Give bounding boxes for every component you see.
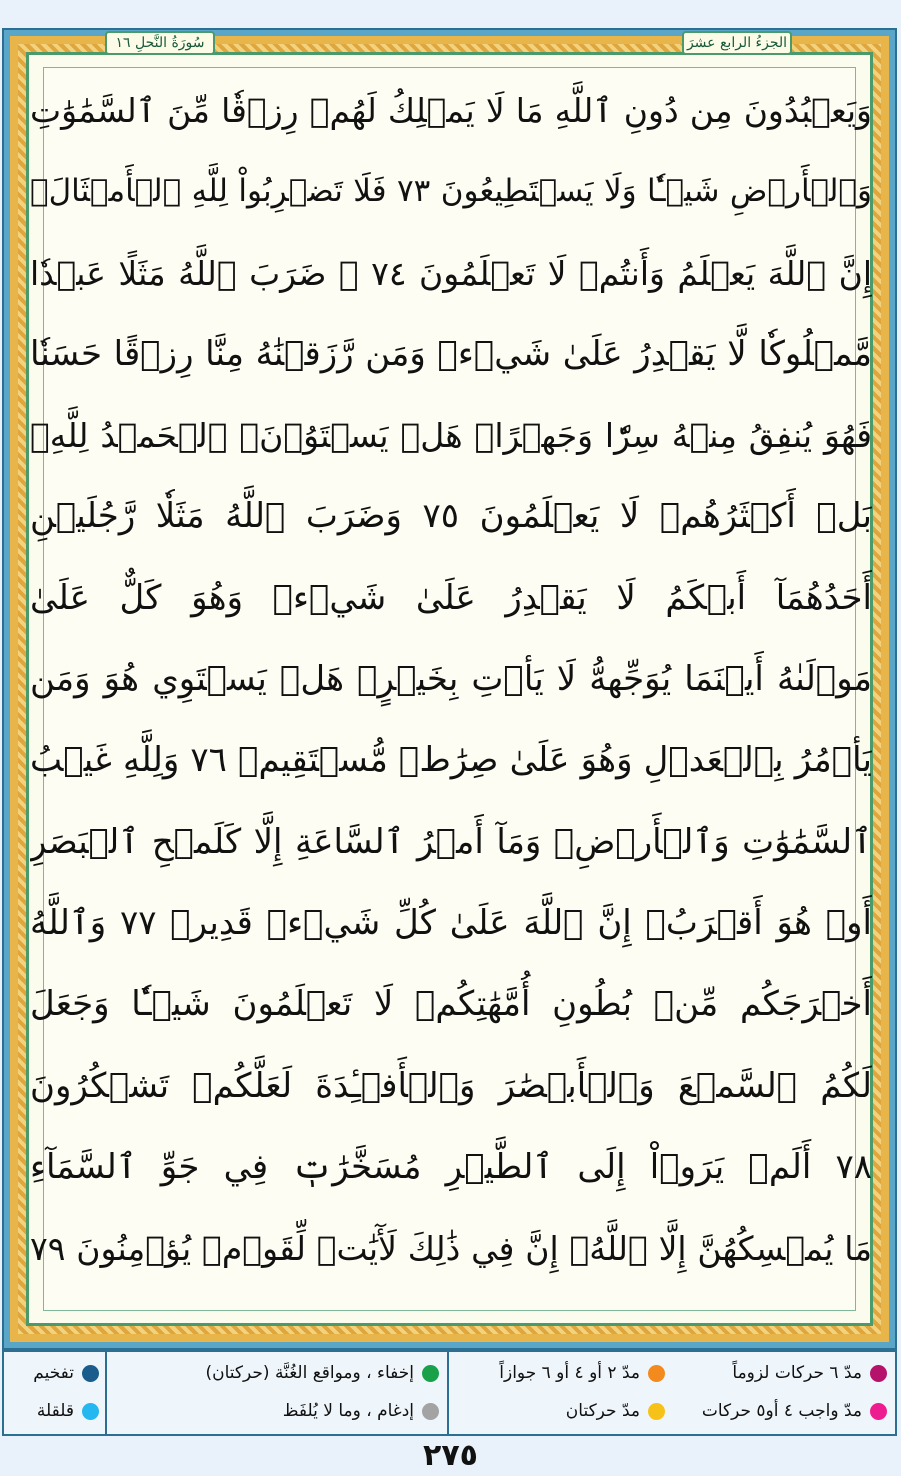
legend-item — [37, 1394, 99, 1428]
color-dot-icon — [870, 1365, 887, 1382]
tajweed-legend — [2, 1350, 897, 1436]
legend-item — [566, 1394, 665, 1428]
text-line: وَٱلۡأَرۡضِ شَيۡـٔٗا وَلَا يَسۡتَطِيعُونَ ٧٣ فَلَا تَضۡرِبُواْ لِلَّهِ ٱلۡأَمۡثَالَۚ — [30, 173, 872, 210]
text-line: فَهُوَ يُنفِقُ مِنۡهُ سِرّٗا وَجَهۡرًاۖ هَلۡ يَسۡتَوُۥنَۚ ٱلۡحَمۡدُ لِلَّهِۚ — [30, 416, 872, 456]
legend-item — [283, 1394, 439, 1428]
legend-label: مدّ ٢ أو ٤ أو ٦ جوازاً — [499, 1363, 640, 1383]
text-line: لَكُمُ ٱلسَّمۡعَ وَٱلۡأَبۡصَٰرَ وَٱلۡأَفۡـِٔدَةَ لَعَلَّكُمۡ تَشۡكُرُونَ — [30, 1065, 872, 1106]
legend-item — [33, 1356, 99, 1390]
legend-column — [105, 1352, 447, 1434]
text-line: بَلۡ أَكۡثَرُهُمۡ لَا يَعۡلَمُونَ ٧٥ وَضَرَبَ ٱللَّهُ مَثَلٗا رَّجُلَيۡنِ — [30, 496, 872, 537]
legend-item — [702, 1394, 887, 1428]
text-line: أَحَدُهُمَآ أَبۡكَمُ لَا يَقۡدِرُ عَلَىٰ شَيۡءٖ وَهُوَ كَلٌّ عَلَىٰ — [30, 577, 872, 618]
surah-name-label: سُورَةُ النَّحلِ ١٦ — [105, 31, 215, 55]
text-line: مَوۡلَىٰهُ أَيۡنَمَا يُوَجِّههُّ لَا يَأۡتِ بِخَيۡرٍۖ هَلۡ يَسۡتَوِي هُوَ وَمَن — [30, 659, 872, 700]
color-dot-icon — [422, 1365, 439, 1382]
text-line: أَوۡ هُوَ أَقۡرَبُۚ إِنَّ ٱللَّهَ عَلَىٰ كُلِّ شَيۡءٖ قَدِيرٞ ٧٧ وَٱللَّهُ — [30, 902, 872, 943]
legend-label: قلقلة — [36, 1401, 74, 1421]
text-line: مَّمۡلُوكٗا لَّا يَقۡدِرُ عَلَىٰ شَيۡءٖ وَمَن رَّزَقۡنَٰهُ مِنَّا رِزۡقًا حَسَنٗا — [30, 333, 872, 374]
legend-label: تفخيم — [33, 1363, 74, 1383]
legend-item — [732, 1356, 887, 1390]
page-header — [0, 0, 901, 62]
legend-item — [499, 1356, 665, 1390]
legend-item — [206, 1356, 440, 1390]
color-dot-icon — [82, 1365, 99, 1382]
color-dot-icon — [870, 1403, 887, 1420]
legend-label: مدّ واجب ٤ أو٥ حركات — [701, 1401, 862, 1421]
text-line: ٧٨ أَلَمۡ يَرَوۡاْ إِلَى ٱلطَّيۡرِ مُسَخَّرَٰتٖ فِي جَوِّ ٱلسَّمَآءِ — [30, 1146, 872, 1187]
quran-text — [30, 70, 872, 1289]
legend-label: مدّ ٦ حركات لزوماً — [732, 1363, 862, 1383]
juz-label: الجزءُ الرابع عشرَ — [682, 31, 792, 55]
text-line: أَخۡرَجَكُم مِّنۢ بُطُونِ أُمَّهَٰتِكُمۡ لَا تَعۡلَمُونَ شَيۡـٔٗا وَجَعَلَ — [30, 984, 872, 1025]
color-dot-icon — [648, 1365, 665, 1382]
legend-column — [447, 1352, 895, 1434]
page-number: ٢٧٥ — [423, 1438, 478, 1473]
legend-label: إدغام ، وما لا يُلفَظ — [282, 1401, 414, 1421]
text-line: وَيَعۡبُدُونَ مِن دُونِ ٱللَّهِ مَا لَا يَمۡلِكُ لَهُمۡ رِزۡقٗا مِّنَ ٱلسَّمَٰوَٰتِ — [30, 91, 872, 130]
text-line: ٱلسَّمَٰوَٰتِ وَٱلۡأَرۡضِۚ وَمَآ أَمۡرُ ٱلسَّاعَةِ إِلَّا كَلَمۡحِ ٱلۡبَصَرِ — [30, 821, 872, 862]
color-dot-icon — [422, 1403, 439, 1420]
text-line: إِنَّ ٱللَّهَ يَعۡلَمُ وَأَنتُمۡ لَا تَعۡلَمُونَ ٧٤ ۞ ضَرَبَ ٱللَّهُ مَثَلًا عَبۡدٗا — [30, 253, 872, 293]
color-dot-icon — [648, 1403, 665, 1420]
text-line: مَا يُمۡسِكُهُنَّ إِلَّا ٱللَّهُۚ إِنَّ فِي ذَٰلِكَ لَأٓيَٰتٖ لِّقَوۡمٖ يُؤۡمِنُونَ ٧٩ — [30, 1229, 872, 1269]
color-dot-icon — [82, 1403, 99, 1420]
legend-label: مدّ حركتان — [565, 1401, 640, 1421]
legend-label: إخفاء ، ومواقع الغُنَّة (حركتان) — [205, 1363, 414, 1383]
text-line: يَأۡمُرُ بِٱلۡعَدۡلِ وَهُوَ عَلَىٰ صِرَٰطٖ مُّسۡتَقِيمٖ ٧٦ وَلِلَّهِ غَيۡبُ — [30, 740, 872, 781]
legend-column — [4, 1352, 105, 1434]
